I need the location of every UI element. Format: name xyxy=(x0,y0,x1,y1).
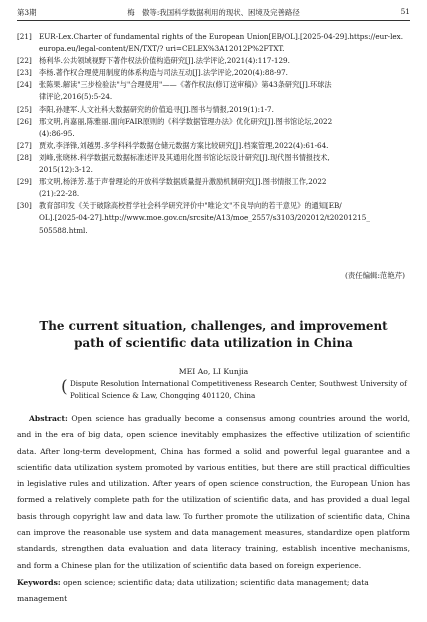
reference-item xyxy=(17,200,409,236)
reference-number: [25] xyxy=(17,104,32,114)
title-line: The current situation, challenges, and improvement xyxy=(39,319,388,333)
abstract-text: Open science has gradually become a consensus among countries around the world, and in the era of big data, open science inevitably emphasizes the effective utilization of scientific data. After long-term development, China has formed a solid and powerful legal guarantee and a scientific data utilization system promoted by various entities, but there are still practical difficulties in legislative rules and utilization. After years of open science construction, the European Union has formed a relatively complete path for the utilization of scientific data, and has provided a dual legal basis through copyright law and data law. To further promote the utilization of scientific data, China can improve the reasonable use system and data management measures, standardize open platform standards, strengthen data evaluation and data literacy training, establish incentive mechanisms, and form a Chinese plan for the utilization of scientific data based on foreign experience. xyxy=(17,414,410,570)
reference-item xyxy=(17,79,409,103)
issue-label: 第3期 xyxy=(17,8,37,17)
reference-item xyxy=(17,140,409,152)
reference-text: 杨利华.公共领域视野下著作权法价值构造研究[J].法学评论,2021(4):117-129. xyxy=(39,56,290,66)
reference-item xyxy=(17,31,409,55)
affiliation xyxy=(61,377,407,402)
reference-number: [27] xyxy=(17,140,32,150)
reference-number: [24] xyxy=(17,80,32,90)
reference-text: 刘峰,张晓林.科学数据元数据标准述评及其通用化图书馆论坛设计研究[J].现代图书情报技术, 2015(12):3-12. xyxy=(39,152,330,175)
reference-text: 教育部印发《关于破除高校哲学社会科学研究评价中"唯论文"不良导向的若干意见》的通知[EB/ OL].[2025-04-27].http://www.moe.gov.cn/srcsite/A13/moe_2557/s3103/202012/t20201215_ 505588.html. xyxy=(39,201,370,235)
reference-item xyxy=(17,67,409,79)
reference-number: [22] xyxy=(17,56,32,66)
abstract-label: Abstract: xyxy=(29,414,68,423)
reference-number: [21] xyxy=(17,32,32,41)
reference-text: EUR-Lex.Charter of fundamental rights of the European Union[EB/OL].[2025-04-29].https://eur-lex. europa.eu/legal-content/EN/TXT/? uri=CELEX%3A12012P%2FTXT. xyxy=(39,32,403,54)
reference-list xyxy=(17,31,409,237)
title-line: path of scientific data utilization in China xyxy=(74,336,353,350)
reference-number: [29] xyxy=(17,177,32,187)
reference-item xyxy=(17,116,409,140)
reference-text: 邢文明,肖嘉丽,陈雅丽.面向FAIR原则的《科学数据管理办法》优化研究[J].图书馆论坛,2022 (4):86-95. xyxy=(39,116,333,138)
affiliation-line: Dispute Resolution International Competitiveness Research Center, Southwest University of xyxy=(70,379,407,388)
left-bracket: ( xyxy=(61,377,68,397)
reference-item xyxy=(17,55,409,67)
reference-number: [23] xyxy=(17,68,32,78)
reference-item xyxy=(17,104,409,116)
reference-item xyxy=(17,152,409,176)
reference-number: [28] xyxy=(17,152,32,162)
affiliation-line: Political Science & Law, Chongqing 401120, China xyxy=(70,391,256,400)
keywords xyxy=(17,575,410,608)
reference-number: [30] xyxy=(17,201,32,211)
reference-text: 张陈果.解读"三步检验法"与"合理使用"——《著作权法(修订送审稿)》第43条研究[J].环球法 律评论,2016(5):5-24. xyxy=(39,80,332,102)
reference-number: [26] xyxy=(17,116,32,126)
reference-text: 贾欢,李泽锋,刘越男.多学科科学数据仓储元数据方案比较研究[J].档案管理,2022(4):61-64. xyxy=(39,140,329,150)
page-number: 51 xyxy=(400,7,410,16)
keywords-label: Keywords: xyxy=(17,578,61,587)
keywords-text: open science; scientific data; data utilization; scientific data management; data management xyxy=(17,578,369,604)
running-title: 梅 傲等:我国科学数据利用的现状、困境及完善路径 xyxy=(127,8,300,17)
abstract xyxy=(17,411,410,574)
editor-note: (责任编辑:范艳芹) xyxy=(345,271,405,280)
reference-text: 李阳,孙建军.人文社科大数据研究的价值追寻[J].图书与情报,2019(1):1-7. xyxy=(39,104,274,114)
author-names: MEI Ao, LI Kunjia xyxy=(178,367,249,376)
reference-text: 邢文明,杨泽芳.基于声誉理论的开放科学数据质量提升激励机制研究[J].图书情报工作,2022 (21):22-28. xyxy=(39,177,327,199)
running-header xyxy=(17,6,410,21)
reference-item xyxy=(17,176,409,200)
reference-text: 李杨.著作权合理使用制度的体系构造与司法互动[J].法学评论,2020(4):88-97. xyxy=(39,68,288,78)
english-title xyxy=(14,318,413,352)
